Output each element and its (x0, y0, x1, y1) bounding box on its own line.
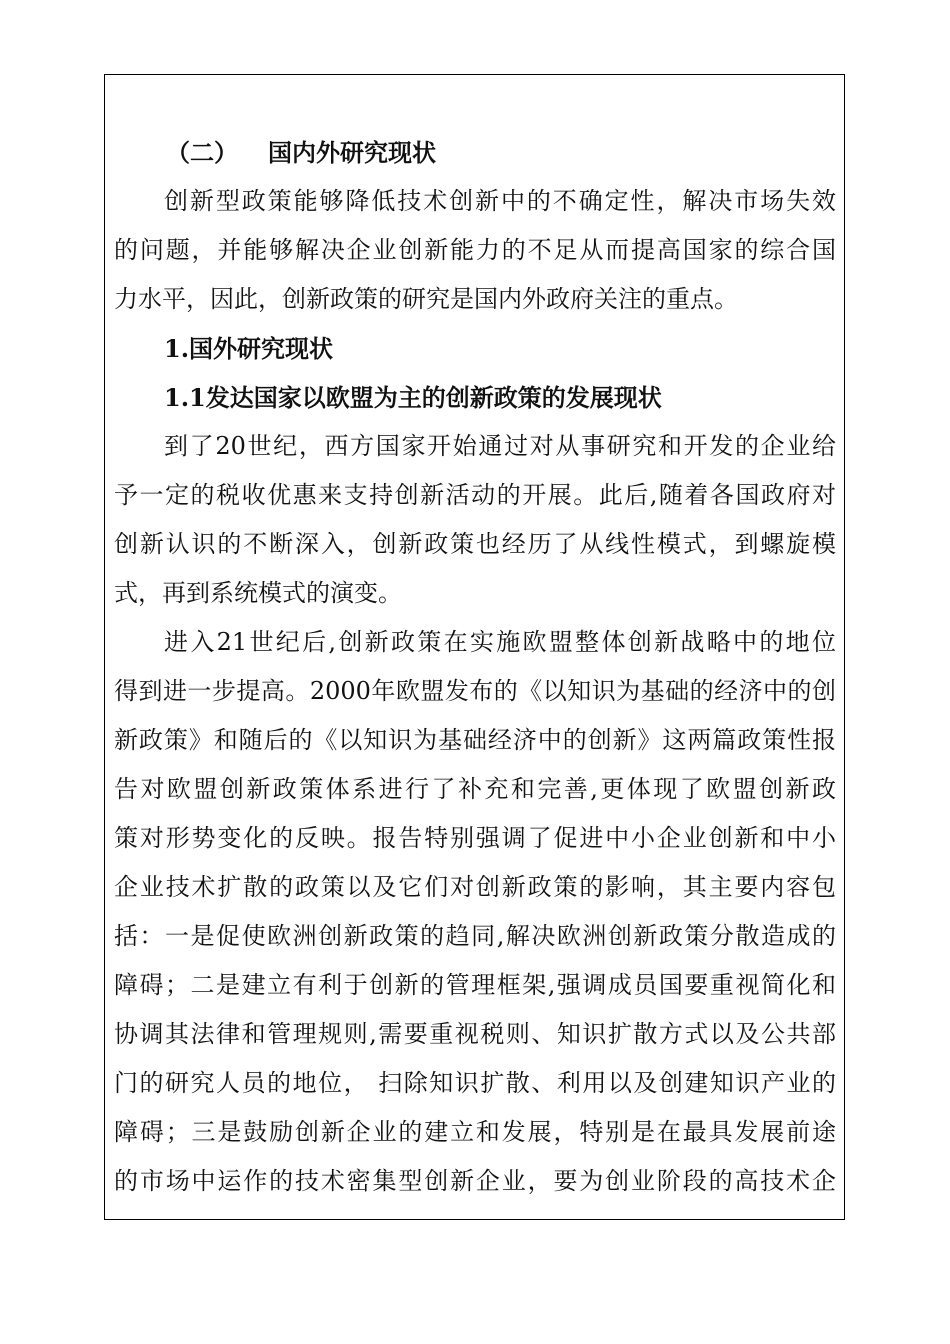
paragraph-2 (114, 422, 836, 618)
paragraph-line: 到了20世纪，西方国家开始通过对从事研究和开发的企业给 (164, 432, 836, 460)
paragraph-line: 予一定的税收优惠来支持创新活动的开展。此后,随着各国政府对 (114, 481, 836, 509)
paragraph-line: 得到进一步提高。2000年欧盟发布的《以知识为基础的经济中的创 (114, 677, 836, 705)
paragraph-line: 新政策》和随后的《以知识为基础经济中的创新》这两篇政策性报 (114, 726, 836, 754)
subheading-1: 1.国外研究现状 (164, 334, 334, 363)
section-number: （二） (166, 138, 238, 167)
paragraph-line: 创新认识的不断深入，创新政策也经历了从线性模式，到螺旋模 (114, 530, 836, 558)
paragraph-line: 策对形势变化的反映。报告特别强调了促进中小企业创新和中小 (114, 824, 836, 852)
section-heading (114, 128, 836, 177)
subheading-1-1: 1.1发达国家以欧盟为主的创新政策的发展现状 (164, 383, 662, 412)
section-title: 国内外研究现状 (268, 138, 436, 167)
paragraph-line: 括：一是促使欧洲创新政策的趋同,解决欧洲创新政策分散造成的 (114, 922, 836, 950)
paragraph-line: 式，再到系统模式的演变。 (114, 579, 402, 607)
paragraph-line: 企业技术扩散的政策以及它们对创新政策的影响，其主要内容包 (114, 873, 836, 901)
paragraph-line: 障碍；二是建立有利于创新的管理框架,强调成员国要重视简化和 (114, 971, 836, 999)
paragraph-line: 告对欧盟创新政策体系进行了补充和完善,更体现了欧盟创新政 (114, 775, 836, 803)
paragraph-line: 的市场中运作的技术密集型创新企业，要为创业阶段的高技术企 (114, 1167, 836, 1195)
paragraph-line: 门的研究人员的地位， 扫除知识扩散、利用以及创建知识产业的 (114, 1069, 836, 1097)
paragraph-line: 创新型政策能够降低技术创新中的不确定性，解决市场失效 (164, 187, 836, 215)
paragraph-line: 障碍；三是鼓励创新企业的建立和发展，特别是在最具发展前途 (114, 1118, 836, 1146)
paragraph-line: 力水平，因此，创新政策的研究是国内外政府关注的重点。 (114, 285, 738, 313)
paragraph-3 (114, 618, 836, 1206)
document-body (114, 128, 836, 1206)
paragraph-1 (114, 177, 836, 324)
paragraph-line: 协调其法律和管理规则,需要重视税则、知识扩散方式以及公共部 (114, 1020, 836, 1048)
paragraph-line: 进入21世纪后,创新政策在实施欧盟整体创新战略中的地位 (164, 628, 836, 656)
paragraph-line: 的问题，并能够解决企业创新能力的不足从而提高国家的综合国 (114, 236, 836, 264)
